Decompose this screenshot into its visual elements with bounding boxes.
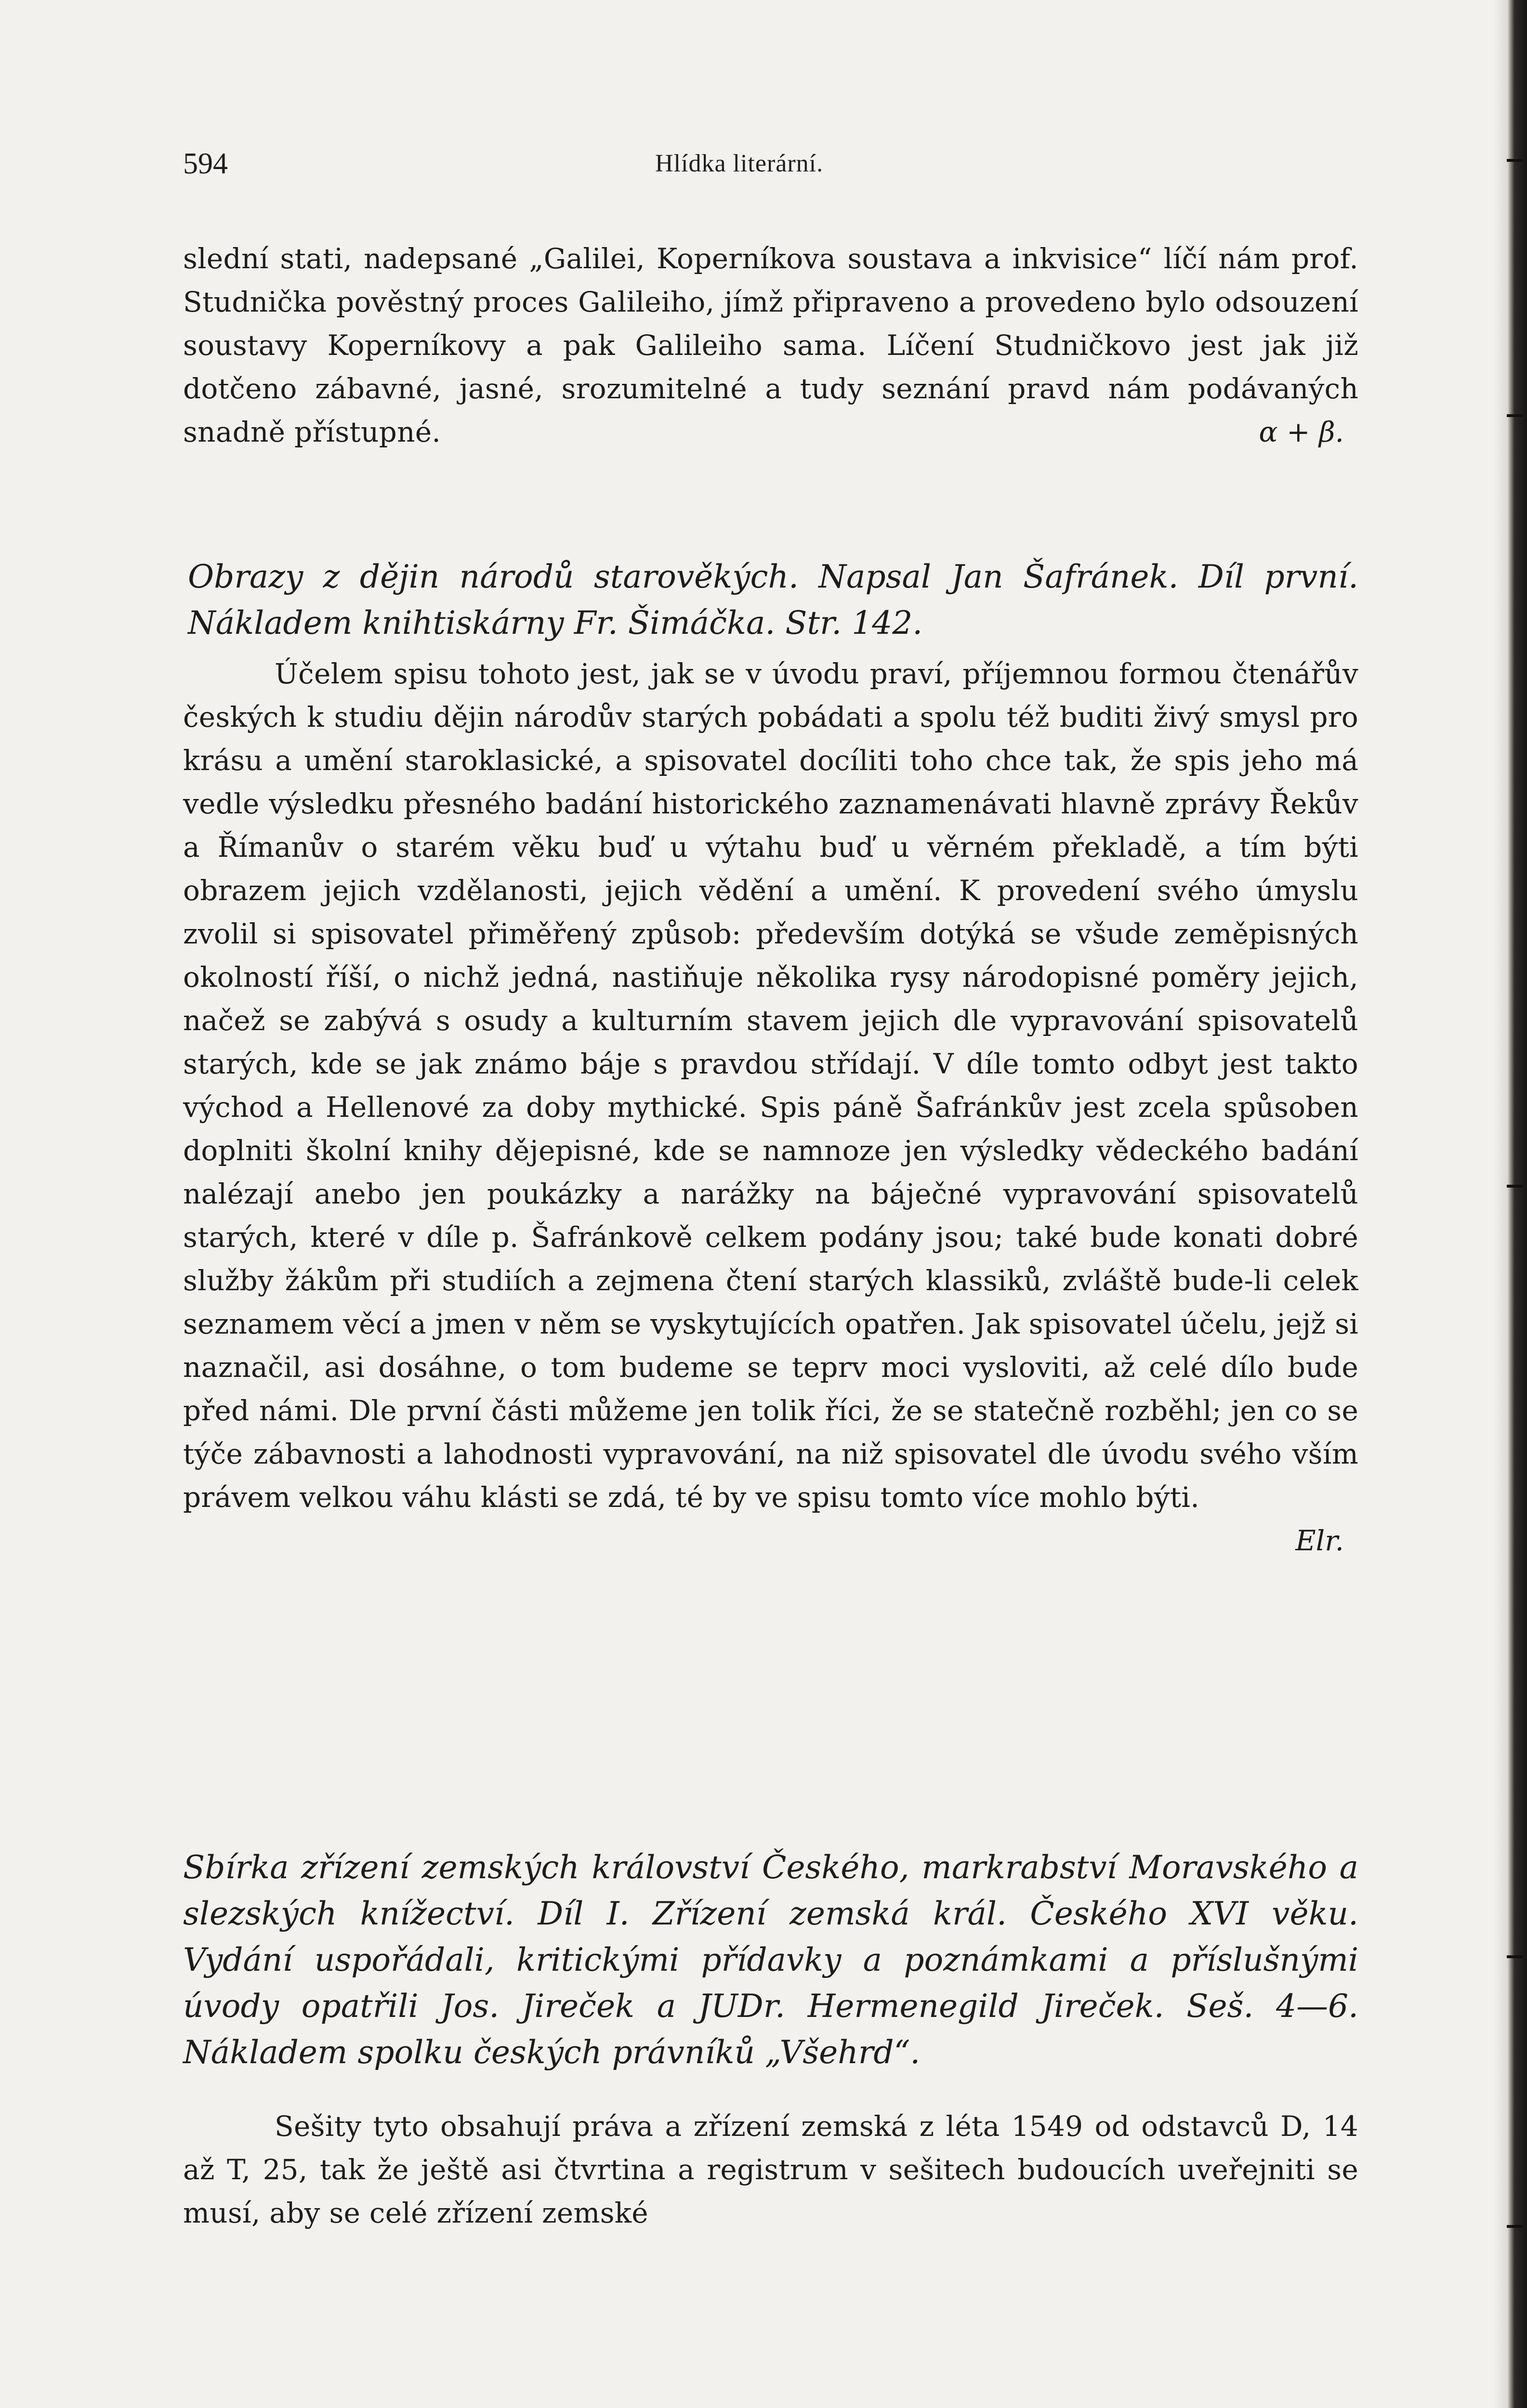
review-1-title: Obrazy z dějin národů starověkých. Napsal Jan Šafránek. Díl první. Nákladem knihtiskárny Fr. Šimáčka. Str. 142. <box>188 558 1358 641</box>
intro-paragraph: slední stati, nadepsané „Galilei, Koperníkova soustava a inkvisice“ líčí nám prof. Studnička pověstný proces Galileiho, jímž připraveno a provedeno bylo odsouzení soustavy Koperníkovy a pak Galileiho sama. Líčení Studničkovo jest jak již dotčeno zábavné, jasné, srozumitelné a tudy seznání pravd nám podávaných snadně přístupné. <box>183 242 1358 448</box>
edge-mark <box>1507 1185 1523 1188</box>
page-header <box>183 140 1358 193</box>
review-1 <box>183 554 1358 1562</box>
edge-mark <box>1507 159 1523 162</box>
review-2 <box>183 1845 1358 2235</box>
binding-shadow <box>1493 0 1508 2408</box>
edge-mark <box>1507 1955 1523 1958</box>
review-1-text: Účelem spisu tohoto jest, jak se v úvodu praví, příjemnou formou čtenářův českých k studiu dějin národův starých pobádati a spolu též buditi živý smysl pro krásu a umění staroklasické, a spisovatel docíliti toho chce tak, že spis jeho má vedle výsledku přesného badání historického zaznamenávati hlavně zprávy Řekův a Římanův o starém věku buď u výtahu buď u věrném překladě, a tím býti obrazem jejich vzdělanosti, jejich vědění a umění. K provedení svého úmyslu zvolil si spisovatel přiměřený způsob: především dotýká se všude zeměpisných okolností říší, o nichž jedná, nastiňuje několika rysy národopisné poměry jejich, načež se zabývá s osudy a kulturním stavem jejich dle vypravování spisovatelů starých, kde se jak známo báje s pravdou střídají. V díle tomto odbyt jest takto východ a Hellenové za doby mythické. Spis páně Šafránkův jest zcela spůsoben doplniti školní knihy dějepisné, kde se namnoze jen výsledky vědeckého badání nalézají anebo jen poukázky a narážky na báječné vypravování spisovatelů starých, které v díle p. Šafránkově celkem podány jsou; také bude konati dobré služby žákům při studiích a zejmena čtení starých klassiků, zvláště bude-li celek seznamem věcí a jmen v něm se vyskytujících opatřen. Jak spisovatel účelu, jejž si naznačil, asi dosáhne, o tom budeme se teprv moci vysloviti, až celé dílo bude před námi. Dle první části můžeme jen tolik říci, že se statečně rozběhl; jen co se týče zábavnosti a lahodnosti vypravování, na niž spisovatel dle úvodu svého vším právem velkou váhu klásti se zdá, té by ve spisu tomto více mohlo býti. <box>183 657 1358 1514</box>
binding-edge <box>1508 0 1527 2408</box>
page-number: 594 <box>183 147 228 180</box>
review-1-signature: Elr. <box>1295 1524 1344 1557</box>
edge-mark <box>1507 2225 1523 2228</box>
intro-signature: α + β. <box>1259 416 1344 448</box>
running-head: Hlídka literární. <box>655 150 824 177</box>
edge-mark <box>1507 414 1523 417</box>
review-2-title: Sbírka zřízení zemských království Českého, markrabství Moravského a slezských knížectví. Díl I. Zřízení zemská král. Českého XVI věku. Vydání uspořádali, kritickými přídavky a poznámkami a příslušnými úvody opatřili Jos. Jireček a JUDr. Hermenegild Jireček. Seš. 4—6. Nákladem spolku českých právníků „Všehrd“. <box>183 1849 1358 2071</box>
review-2-text: Sešity tyto obsahují práva a zřízení zemská z léta 1549 od odstavců D, 14 až T, 25, tak že ještě asi čtvrtina a registrum v sešitech budoucích uveřejniti se musí, aby se celé zřízení zemské <box>183 2110 1358 2229</box>
intro-section <box>183 237 1358 454</box>
